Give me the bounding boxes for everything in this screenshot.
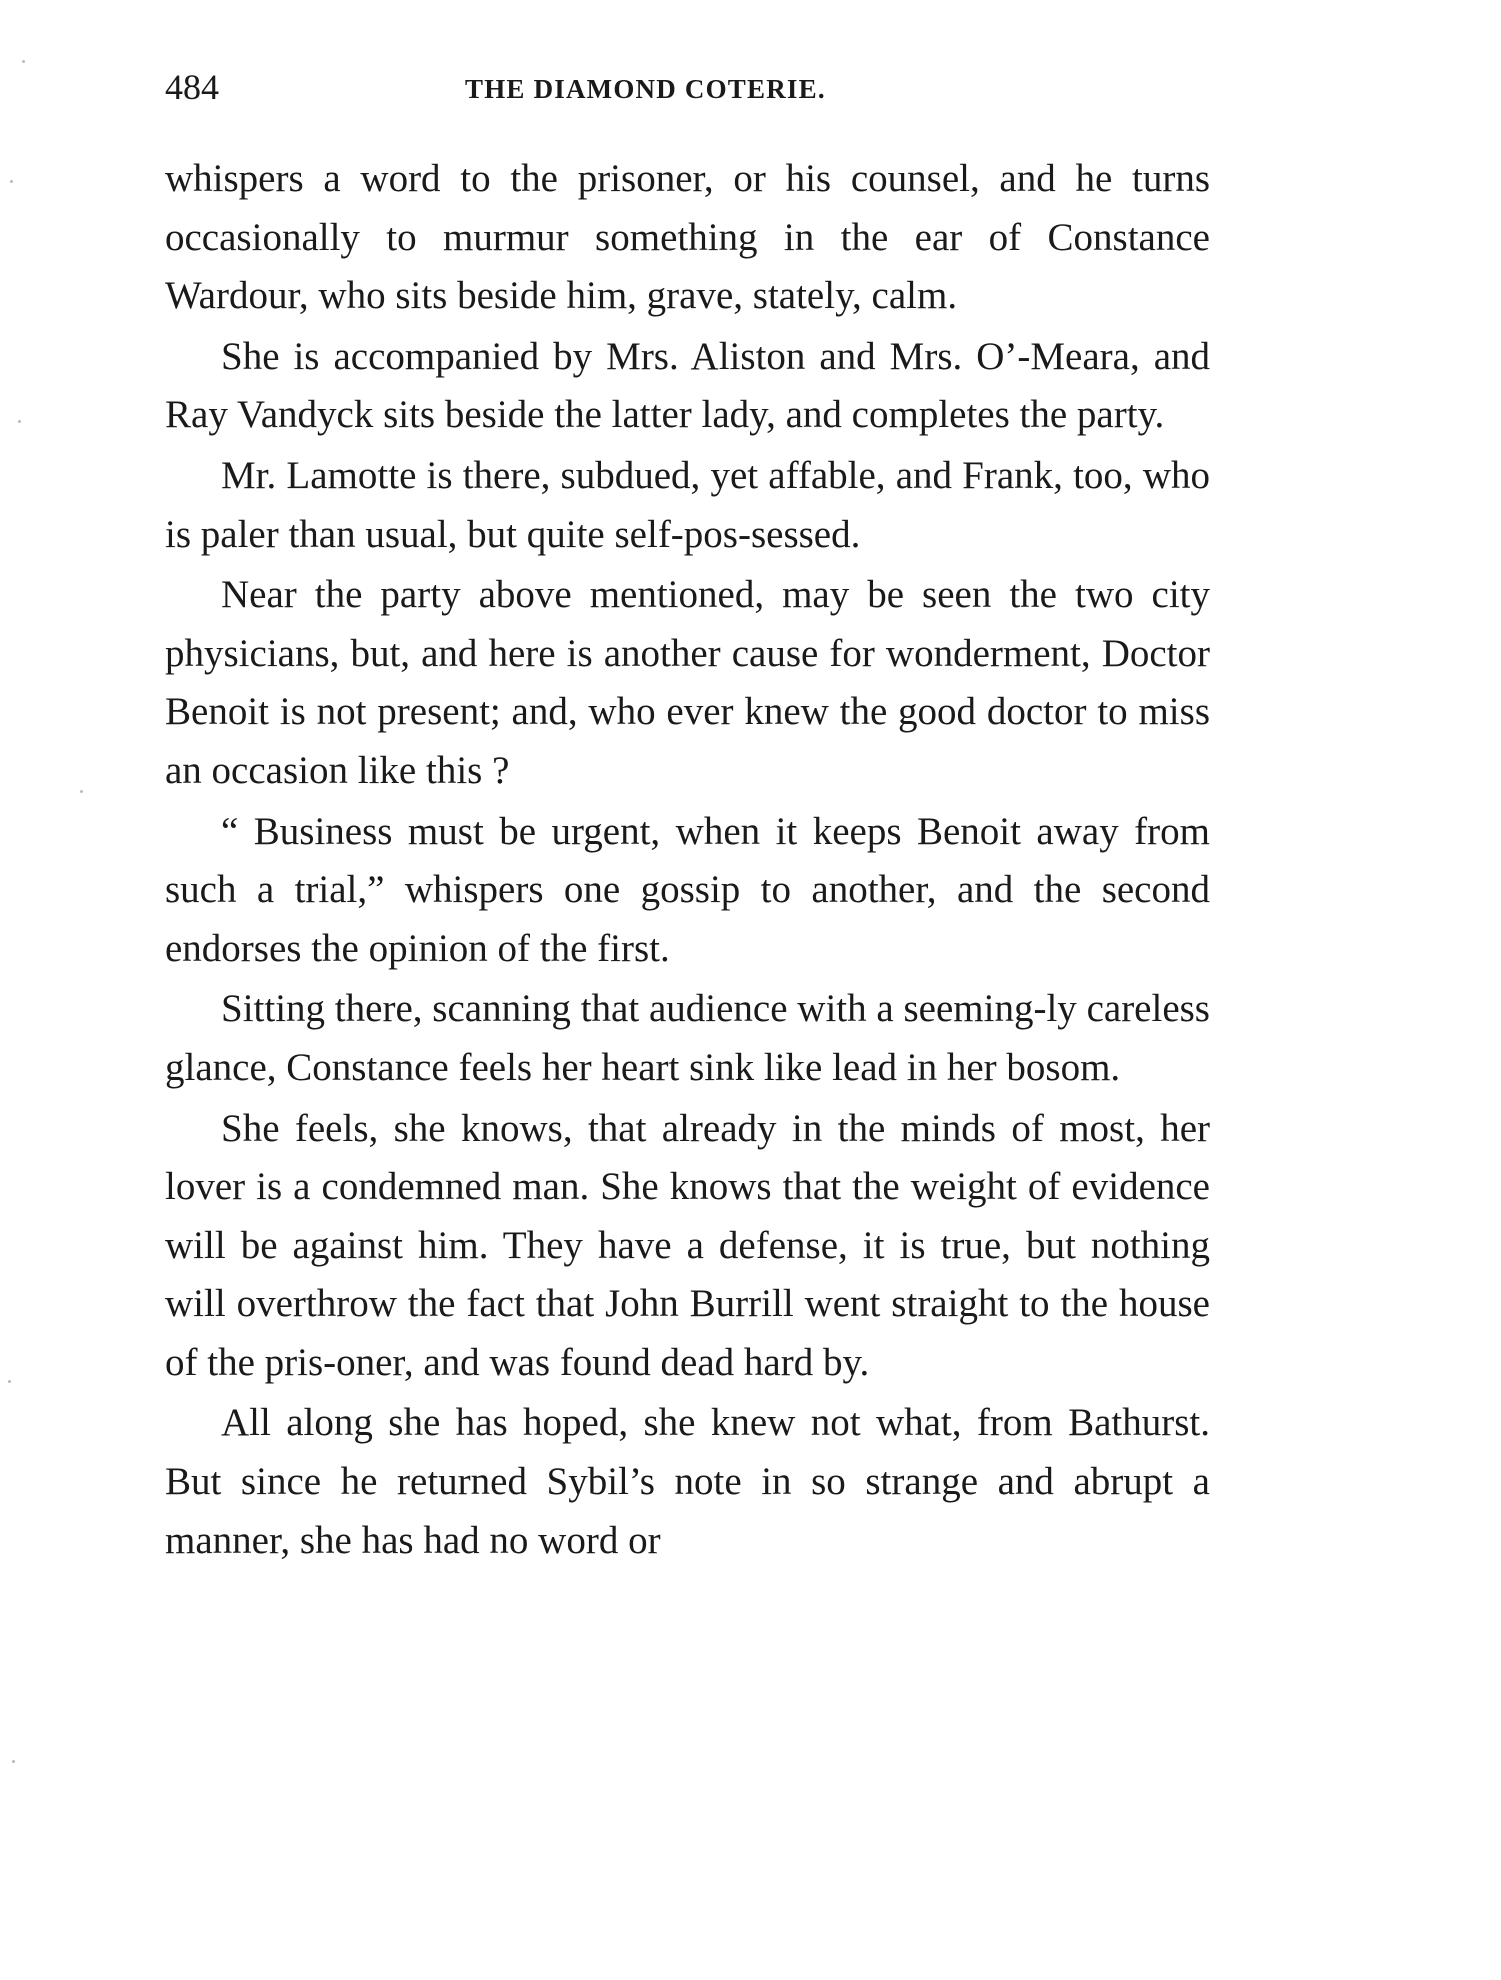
running-title: THE DIAMOND COTERIE. [465, 74, 826, 104]
scan-speck [18, 420, 21, 423]
body-text [165, 150, 1210, 1570]
page-header [165, 66, 1210, 116]
page-number: 484 [165, 67, 219, 107]
scan-speck [80, 790, 83, 793]
scan-speck [10, 180, 13, 183]
paragraph-7: She feels, she knows, that already in the minds of most, her lover is a condemned man. She knows that the weight of evidence will be against him. They have a defense, it is true, but nothing will overthrow the fact that John Burrill went straight to the house of the pris-oner, and was found dead hard by. [165, 1106, 1210, 1384]
scan-speck [12, 1760, 15, 1763]
paragraph-1: whispers a word to the prisoner, or his counsel, and he turns occasionally to murmur something in the ear of Constance Wardour, who sits beside him, grave, stately, calm. [165, 157, 1210, 318]
paragraph-4: Near the party above mentioned, may be seen the two city physicians, but, and here is another cause for wonderment, Doctor Benoit is not present; and, who ever knew the good doctor to miss an occasion like this ? [165, 573, 1210, 792]
paragraph-2: She is accompanied by Mrs. Aliston and Mrs. O’-Meara, and Ray Vandyck sits beside the latter lady, and completes the party. [165, 334, 1210, 437]
paragraph-5: “ Business must be urgent, when it keeps Benoit away from such a trial,” whispers one gossip to another, and the second endorses the opinion of the first. [165, 809, 1210, 970]
scan-speck [8, 1380, 11, 1383]
paragraph-6: Sitting there, scanning that audience with a seeming-ly careless glance, Constance feels her heart sink like lead in her bosom. [165, 987, 1210, 1089]
paragraph-3: Mr. Lamotte is there, subdued, yet affable, and Frank, too, who is paler than usual, but quite self-pos-sessed. [165, 453, 1210, 556]
paragraph-8: All along she has hoped, she knew not what, from Bathurst. But since he returned Sybil’s note in so strange and abrupt a manner, she has had no word or [165, 1401, 1210, 1562]
scan-speck [22, 60, 25, 63]
